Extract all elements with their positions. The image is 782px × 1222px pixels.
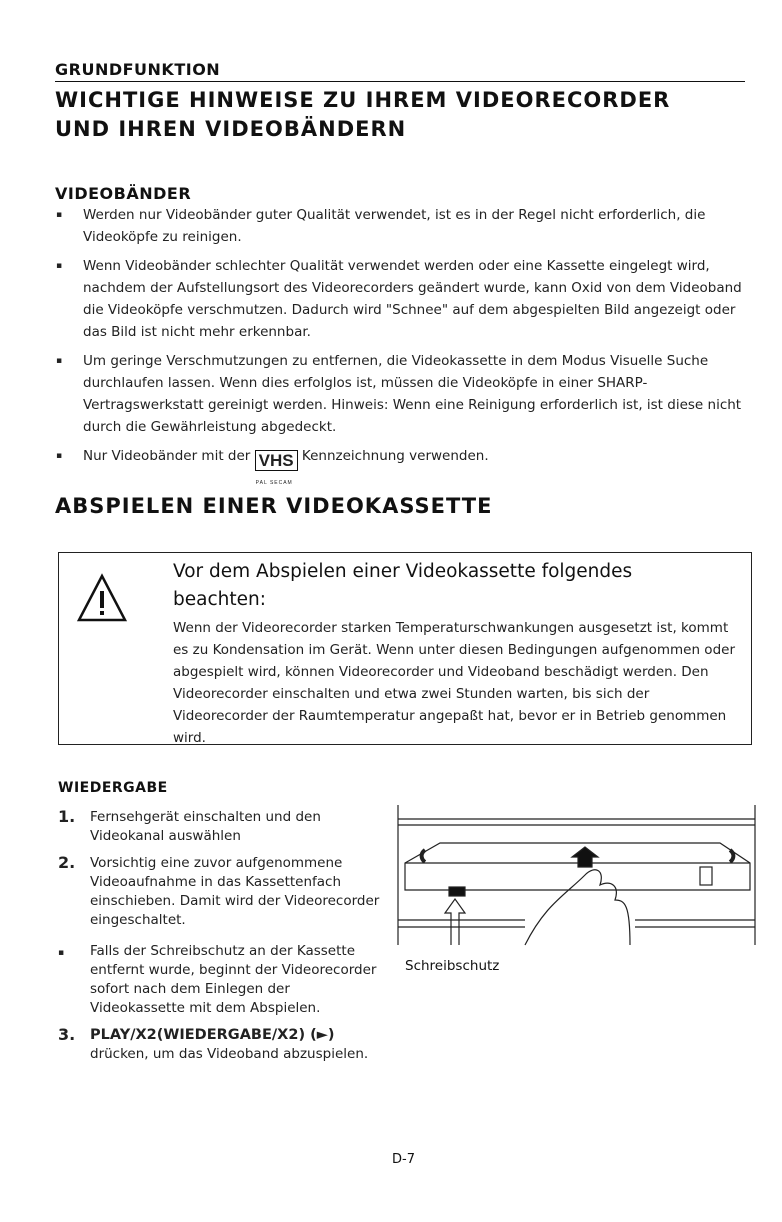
page-title <box>55 86 670 144</box>
text: Nur Videobänder mit der <box>83 448 251 464</box>
list-item: ▪ Um geringe Verschmutzungen zu entfernen, die Videokassette in dem Modus Visuelle Suche durchlaufen lassen. Wenn dies erfolglos ist, müssen die Videoköpfe in einer SHARP-Vertragswerkstatt gereinigt werden. Hinweis: Wenn eine Reinigung erforderlich ist, ist diese nicht durch die Gewährleistung abgedeckt. <box>56 350 746 438</box>
step-note: ▪ Falls der Schreibschutz an der Kassette entfernt wurde, beginnt der Videorecorder sofort nach dem Einlegen der Videokassette mit dem Abspielen. <box>58 943 377 1016</box>
title-line: UND IHREN VIDEOBÄNDERN <box>55 117 407 141</box>
figure-caption: Schreibschutz <box>405 958 500 974</box>
videobaender-list <box>56 204 746 486</box>
step-number: 2. <box>58 853 76 872</box>
list-item: ▪ Wenn Videobänder schlechter Qualität verwendet werden oder eine Kassette eingelegt wird, nachdem der Aufstellungsort des Videorecorders geändert wurde, kann Oxid von dem Videoband die Videoköpfe verschmutzen. Dadurch wird "Schnee" auf dem abgespielten Bild angezeigt oder das Bild ist nicht mehr erkennbar. <box>56 255 746 343</box>
step-3 <box>58 1026 388 1064</box>
section-label: GRUNDFUNKTION <box>55 60 221 79</box>
steps <box>58 808 388 1072</box>
note-text: Falls der Schreibschutz an der Kassette entfernt wurde, beginnt der Videorecorder sofort nach dem Einlegen der Videokassette mit dem Abspielen. <box>90 943 377 1016</box>
play-button-label: PLAY/X2(WIEDERGABE/X2) (►) <box>90 1027 335 1043</box>
vhs-sub: PAL SECAM <box>255 480 293 486</box>
step-text: Fernsehgerät einschalten und den Videokanal auswählen <box>90 809 321 844</box>
step-text: Vorsichtig eine zuvor aufgenommene Videoaufnahme in das Kassettenfach einschieben. Damit wird der Videorecorder eingeschaltet. <box>90 855 380 928</box>
divider <box>55 81 745 82</box>
title-line: WICHTIGE HINWEISE ZU IHREM VIDEORECORDER <box>55 88 671 112</box>
warning-icon <box>76 573 128 623</box>
warning-text: Wenn der Videorecorder starken Temperaturschwankungen ausgesetzt ist, kommt es zu Kondensation im Gerät. Wenn unter diesen Bedingungen aufgenommen oder abgespielt wird, können Videorecorder und Videoband beschädigt werden. Den Videorecorder einschalten und etwa zwei Stunden warten, bis sich der Videorecorder der Raumtemperatur angepaßt hat, bevor er in Betrieb genommen wird. <box>173 620 735 746</box>
step-number: 1. <box>58 807 76 826</box>
wiedergabe-heading: WIEDERGABE <box>58 780 168 796</box>
warning-title: Vor dem Abspielen einer Videokassette folgendes beachten: <box>173 561 633 610</box>
vhs-logo-text: VHS <box>258 451 294 470</box>
vhs-logo <box>255 450 298 486</box>
cassette-illustration <box>395 805 757 950</box>
step-text: drücken, um das Videoband abzuspielen. <box>90 1046 369 1062</box>
page-number: D-7 <box>392 1152 415 1167</box>
text: Kennzeichnung verwenden. <box>301 448 489 464</box>
warning-box <box>58 552 752 745</box>
list-item: ▪ Werden nur Videobänder guter Qualität verwendet, ist es in der Regel nicht erforderlich, die Videoköpfe zu reinigen. <box>56 204 746 248</box>
step-1 <box>58 808 388 846</box>
step-number: 3. <box>58 1025 76 1044</box>
list-item <box>56 445 746 486</box>
step-2 <box>58 854 388 930</box>
abspielen-heading: ABSPIELEN EINER VIDEOKASSETTE <box>55 494 493 518</box>
videobaender-heading: VIDEOBÄNDER <box>55 184 192 203</box>
